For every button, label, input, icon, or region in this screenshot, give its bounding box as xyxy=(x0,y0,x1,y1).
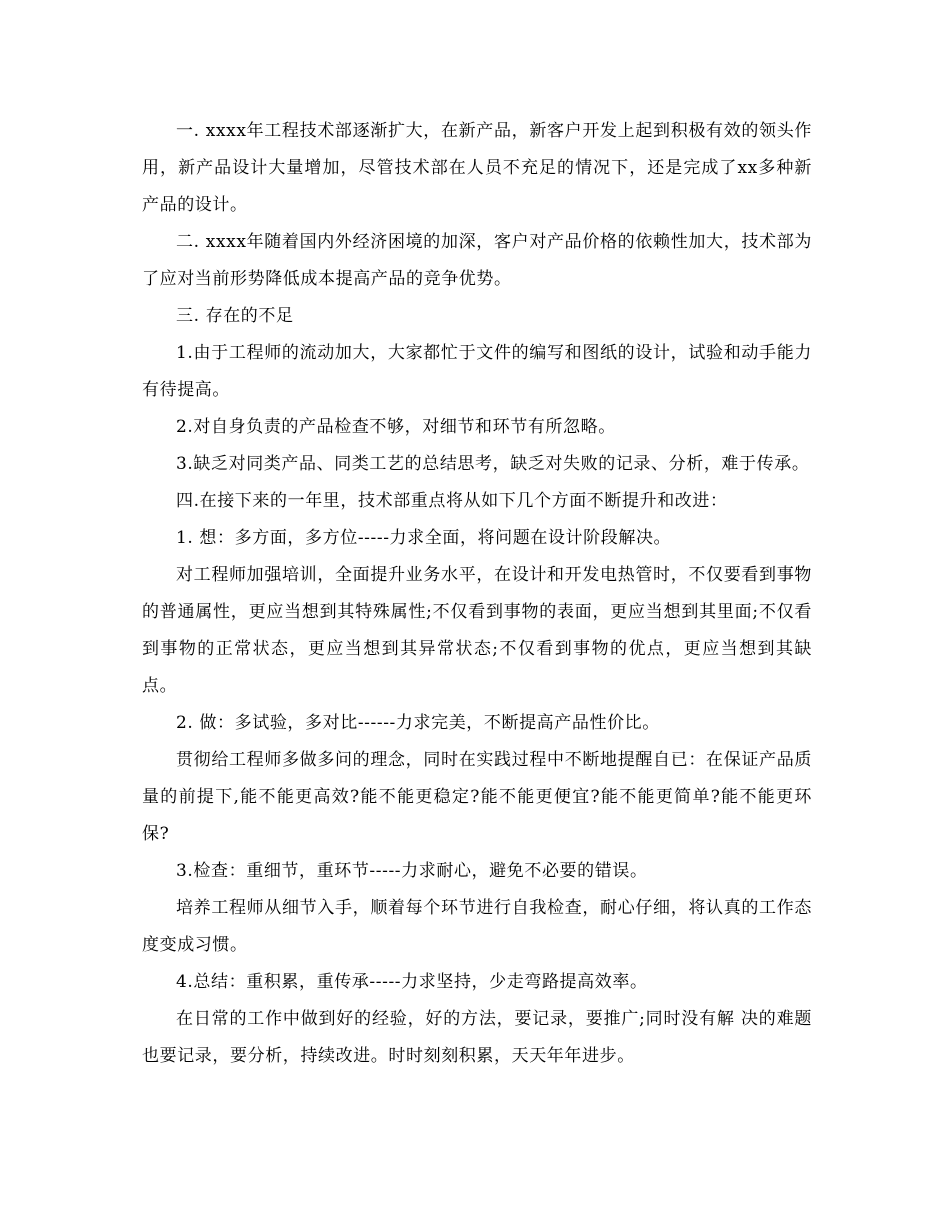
section-heading-shortcomings: 三. 存在的不足 xyxy=(176,306,294,326)
improvement-heading-check: 3.检查：重细节，重环节-----力求耐心，避免不必要的错误。 xyxy=(176,861,648,881)
paragraph-shortcoming-1: 1.由于工程师的流动加大，大家都忙于文件的编写和图纸的设计，试验和动手能力有待提高。 xyxy=(142,343,812,400)
paragraph-shortcoming-3: 3.缺乏对同类产品、同类工艺的总结思考，缺乏对失败的记录、分析，难于传承。 xyxy=(176,454,810,474)
paragraph-shortcoming-2: 2.对自身负责的产品检查不够，对细节和环节有所忽略。 xyxy=(176,417,616,437)
improvement-heading-think: 1. 想：多方面，多方位-----力求全面，将问题在设计阶段解决。 xyxy=(176,528,672,548)
paragraph-achievement-1: 一. xxxx年工程技术部逐渐扩大，在新产品，新客户开发上起到积极有效的领头作用，新产品设计大量增加，尽管技术部在人员不充足的情况下，还是完成了xx多种新产品的设计。 xyxy=(142,121,812,215)
improvement-body-check: 培养工程师从细节入手，顺着每个环节进行自我检查，耐心仔细，将认真的工作态度变成习惯。 xyxy=(142,898,812,955)
improvement-body-summarize: 在日常的工作中做到好的经验，好的方法，要记录，要推广;同时没有解 决的难题也要记录，要分析，持续改进。时时刻刻积累，天天年年进步。 xyxy=(142,1009,812,1066)
paragraph-achievement-2: 二. xxxx年随着国内外经济困境的加深，客户对产品价格的依赖性加大，技术部为了应对当前形势降低成本提高产品的竞争优势。 xyxy=(142,232,812,289)
improvement-heading-summarize: 4.总结：重积累，重传承-----力求坚持，少走弯路提高效率。 xyxy=(176,972,648,992)
improvement-heading-do: 2. 做：多试验，多对比------力求完美，不断提高产品性价比。 xyxy=(176,713,660,733)
improvement-body-think: 对工程师加强培训，全面提升业务水平，在设计和开发电热管时，不仅要看到事物的普通属性，更应当想到其特殊属性;不仅看到事物的表面，更应当想到其里面;不仅看到事物的正常状态，更应当想到其异常状态;不仅看到事物的优点，更应当想到其缺点。 xyxy=(142,565,812,696)
document-body xyxy=(142,113,812,1075)
improvement-body-do: 贯彻给工程师多做多问的理念，同时在实践过程中不断地提醒自已：在保证产品质量的前提下,能不能更高效?能不能更稳定?能不能更便宜?能不能更简单?能不能更环保? xyxy=(142,750,812,844)
section-heading-improvements: 四.在接下来的一年里，技术部重点将从如下几个方面不断提升和改进： xyxy=(176,491,728,511)
